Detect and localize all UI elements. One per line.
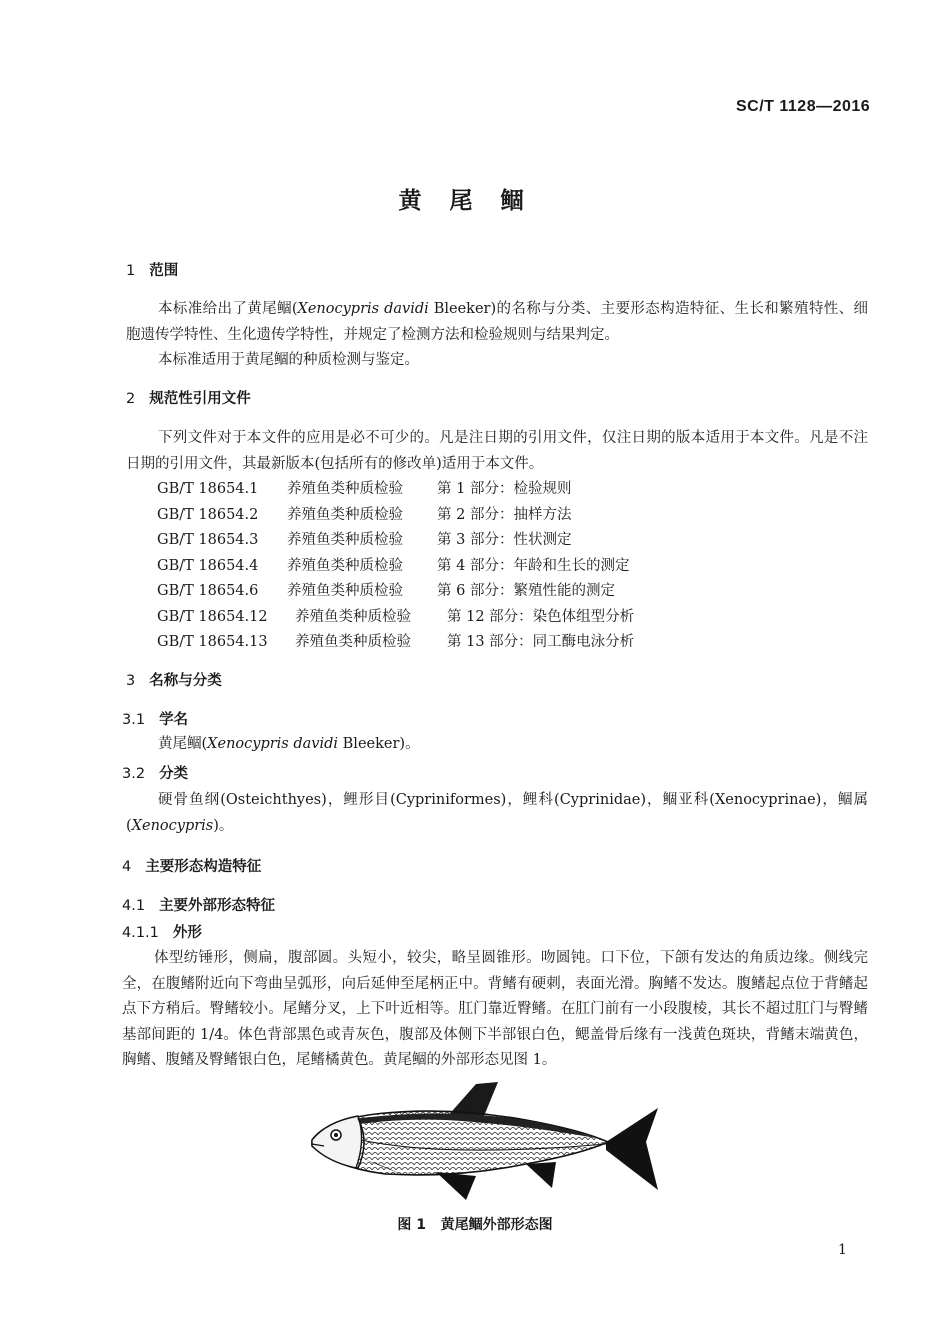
- section-3-2-heading: [122, 762, 188, 783]
- fish-head: [312, 1116, 362, 1168]
- figure-caption-text: 黄尾鲴外部形态图: [440, 1217, 553, 1233]
- figure-label: 图 1: [397, 1217, 426, 1233]
- section-number: 4.1: [122, 898, 146, 914]
- section-number: 1: [126, 263, 136, 279]
- section-number: 2: [126, 391, 136, 407]
- reference-list: [157, 477, 634, 656]
- section-4-1-1-body: [122, 946, 868, 1074]
- section-number: 3.1: [122, 712, 146, 728]
- section-number: 3.2: [122, 766, 146, 782]
- tail-fin: [606, 1108, 658, 1190]
- paragraph: 体型纺锤形，侧扁，腹部圆。头短小，较尖，略呈圆锥形。吻圆钝。口下位，下颌有发达的角质边缘。侧线完全，在腹鳍附近向下弯曲呈弧形，向后延伸至尾柄正中。背鳍有硬刺，表面光滑。胸鳍不发达。腹鳍起点位于背鳍起点下方稍后。臀鳍较小。尾鳍分叉，上下叶近相等。肛门靠近臀鳍。在肛门前有一小段腹棱，其长不超过肛门与臀鳍基部间距的 1/4。体色背部黑色或青灰色，腹部及体侧下半部银白色，鳃盖骨后缘有一浅黄色斑块，背鳍末端黄色，胸鳍、腹鳍及臀鳍银白色，尾鳍橘黄色。黄尾鲴的外部形态见图 1。: [122, 950, 868, 1068]
- paragraph: 黄尾鲴(Xenocypris davidi Bleeker)。: [158, 736, 420, 752]
- section-title: 名称与分类: [149, 673, 222, 689]
- section-title: 分类: [159, 766, 189, 782]
- figure-caption: [0, 1214, 950, 1234]
- document-title: 黄尾鲴: [398, 188, 552, 214]
- page-number: 1: [838, 1242, 847, 1258]
- section-3-1-heading: [122, 708, 188, 729]
- section-number: 4.1.1: [122, 925, 159, 941]
- reference-item: GB/T 18654.12 养殖鱼类种质检验 第 12 部分：染色体组型分析: [157, 608, 635, 625]
- section-number: 4: [122, 859, 132, 875]
- paragraph: 本标准适用于黄尾鲴的种质检测与鉴定。: [158, 352, 419, 368]
- section-1-heading: [126, 259, 178, 280]
- pelvic-fin: [436, 1172, 476, 1200]
- section-2-heading: [126, 387, 251, 408]
- section-3-heading: [126, 669, 222, 690]
- section-title: 规范性引用文件: [149, 391, 251, 407]
- section-title: 学名: [159, 712, 189, 728]
- paragraph: 下列文件对于本文件的应用是必不可少的。凡是注日期的引用文件，仅注日期的版本适用于本文件。凡是不注日期的引用文件，其最新版本(包括所有的修改单)适用于本文件。: [126, 430, 868, 472]
- section-title: 主要外部形态特征: [159, 898, 276, 914]
- section-title: 范围: [149, 263, 179, 279]
- paragraph: 硬骨鱼纲(Osteichthyes)，鲤形目(Cypriniformes)，鲤科(Cyprinidae)，鲴亚科(Xenocyprinae)，鲴属(Xenocypris)。: [126, 792, 868, 834]
- section-title: 外形: [172, 925, 202, 941]
- reference-item: GB/T 18654.6 养殖鱼类种质检验 第 6 部分：繁殖性能的测定: [157, 583, 615, 599]
- section-number: 3: [126, 673, 136, 689]
- paragraph: 本标准给出了黄尾鲴(Xenocypris davidi Bleeker)的名称与分类、主要形态构造特征、生长和繁殖特性、细胞遗传学特性、生化遗传学特性，并规定了检测方法和检验规则与结果判定。: [126, 301, 868, 343]
- section-3-2-body: [126, 788, 868, 839]
- standard-code: SC/T 1128—2016: [736, 98, 871, 115]
- reference-item: GB/T 18654.3 养殖鱼类种质检验 第 3 部分：性状测定: [157, 532, 572, 548]
- section-4-1-heading: [122, 894, 275, 915]
- reference-item: GB/T 18654.4 养殖鱼类种质检验 第 4 部分：年龄和生长的测定: [157, 557, 630, 574]
- reference-item: GB/T 18654.13 养殖鱼类种质检验 第 13 部分：同工酶电泳分析: [157, 634, 635, 650]
- reference-item: GB/T 18654.1 养殖鱼类种质检验 第 1 部分：检验规则: [157, 481, 572, 497]
- section-1-body: [126, 297, 868, 374]
- section-title: 主要形态构造特征: [145, 859, 262, 875]
- fish-illustration: [306, 1080, 666, 1206]
- section-4-heading: [122, 855, 261, 876]
- section-4-1-1-heading: [122, 921, 202, 942]
- anal-fin: [526, 1162, 556, 1188]
- section-2-body: [126, 426, 868, 477]
- reference-item: GB/T 18654.2 养殖鱼类种质检验 第 2 部分：抽样方法: [157, 506, 572, 523]
- section-3-1-body: [126, 732, 868, 758]
